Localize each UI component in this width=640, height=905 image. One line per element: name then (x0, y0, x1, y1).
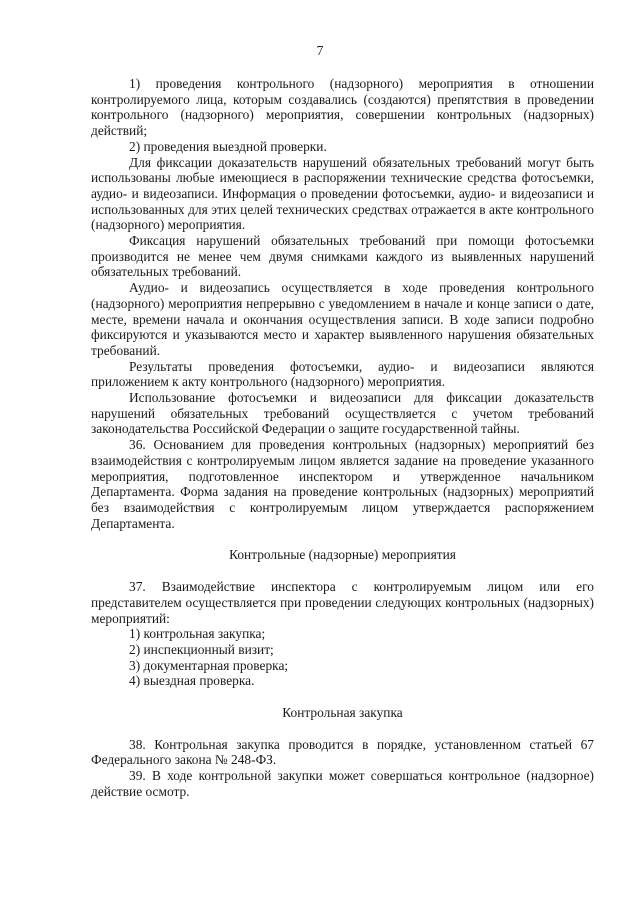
paragraph-36: 36. Основанием для проведения контрольных (надзорных) мероприятий без взаимодействия с контролируемым лицом является задание на проведение указанного мероприятия, подготовленное инспектором и утвержденное начальником Департамента. Форма задания на проведение контрольных (надзорных) мероприятий без взаимодействия с контролируемым лицом утверждается распоряжением Департамента. (91, 437, 594, 531)
page-number: 7 (316, 43, 324, 58)
paragraph-state-secret: Использование фотосъемки и видеозаписи для фиксации доказательств нарушений обязательных требований осуществляется с учетом требований законодательства Российской Федерации о защите государственной тайны. (91, 390, 594, 437)
document-body (91, 76, 594, 800)
list-item-inspection-visit: 2) инспекционный визит; (129, 641, 274, 657)
paragraph-results-appendix: Результаты проведения фотосъемки, аудио- и видеозаписи являются приложением к акту контрольного (надзорного) мероприятия. (91, 358, 594, 390)
list-item-onsite-check: 4) выездная проверка. (129, 673, 255, 689)
list-item-control-purchase: 1) контрольная закупка; (129, 626, 266, 642)
paragraph-evidence-fixation: Для фиксации доказательств нарушений обязательных требований могут быть использованы любые имеющиеся в распоряжении технические средства фотосъемки, аудио- и видеозаписи. Информация о проведении фотосъемки, аудио- и видеозаписи и использованных для этих целей технических средствах отражается в акте контрольного (надзорного) мероприятия. (91, 154, 594, 233)
paragraph-obstruction-item: 1) проведения контрольного (надзорного) мероприятия в отношении контролируемого лица, которым создавались (создаются) препятствия в проведении контрольного (надзорного) мероприятия, совершении контрольных (надзорных) действий; (91, 76, 594, 139)
paragraph-37: 37. Взаимодействие инспектора с контролируемым лицом или его представителем осуществляется при проведении следующих контрольных (надзорных) мероприятий: (91, 579, 594, 626)
paragraph-onsite-inspection-item: 2) проведения выездной проверки. (129, 138, 327, 154)
paragraph-photo-fixation: Фиксация нарушений обязательных требований при помощи фотосъемки производится не менее чем двумя снимками каждого из выявленных нарушений обязательных требований. (91, 233, 594, 280)
section-heading-control-measures: Контрольные (надзорные) мероприятия (229, 547, 456, 563)
section-heading-control-purchase: Контрольная закупка (282, 705, 403, 721)
list-item-documentary-check: 3) документарная проверка; (129, 657, 289, 673)
paragraph-audio-video: Аудио- и видеозапись осуществляется в ходе проведения контрольного (надзорного) мероприятия непрерывно с уведомлением в начале и конце записи о дате, месте, времени начала и окончания осуществления записи. В ходе записи подробно фиксируются и указываются место и характер выявленного нарушения обязательных требований. (91, 280, 594, 358)
paragraph-39: 39. В ходе контрольной закупки может совершаться контрольное (надзорное) действие осмотр. (91, 768, 594, 799)
paragraph-38: 38. Контрольная закупка проводится в порядке, установленном статьей 67 Федерального закона № 248-ФЗ. (91, 736, 594, 768)
